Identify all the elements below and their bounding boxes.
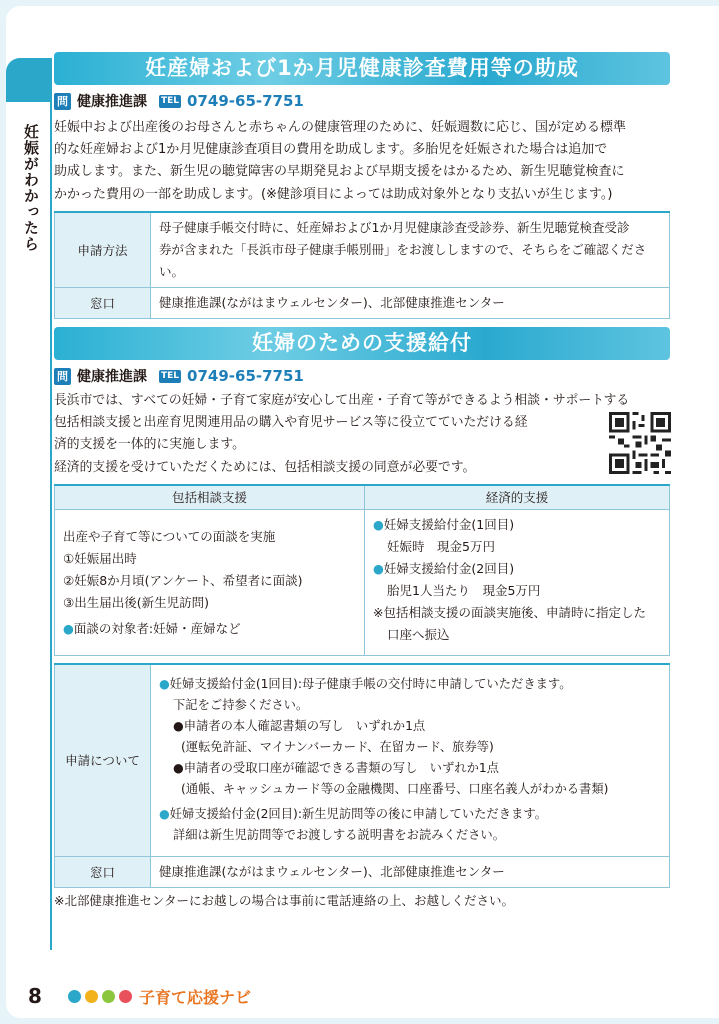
- cell-line: 券が含まれた「長浜市母子健康手帳別冊」をお渡ししますので、そちらをご確認ください。: [159, 242, 647, 279]
- tel-icon: TEL: [161, 370, 180, 381]
- apply-text: 妊婦支援給付金(1回目):母子健康手帳の交付時に申請していただきます。: [169, 677, 572, 692]
- brand-logo: [68, 985, 251, 1008]
- brand-name: 子育て応援ナビ: [139, 988, 252, 1007]
- paragraph-line: 済的支援を一体的に実施します。: [54, 437, 245, 453]
- apply-line: (通帳、キャッシュカード等の金融機関、口座番号、口座名義人がわかる書類): [181, 782, 609, 797]
- bullet-icon: ●: [159, 677, 170, 692]
- grid-line: [63, 618, 356, 640]
- section1-table: [54, 211, 670, 319]
- apply-line: ●申請者の本人確認書類の写し いずれか1点: [173, 719, 426, 734]
- apply-table: [54, 663, 670, 888]
- side-tab: [6, 58, 50, 102]
- apply-line: ●申請者の受取口座が確認できる書類の写し いずれか1点: [173, 761, 499, 776]
- grid-line: 妊娠時 現金5万円: [387, 538, 495, 554]
- logo-dot-icon: [102, 990, 115, 1003]
- paragraph-line: 的な妊産婦および1か月児健康診査項目の費用を助成します。多胎児を妊娠された場合は追加で: [54, 142, 608, 158]
- page-number: 8: [28, 984, 42, 1008]
- support-grid: [54, 484, 670, 656]
- tel-icon: TEL: [161, 95, 180, 106]
- grid-text: 妊婦支援給付金(2回目): [383, 560, 515, 576]
- grid-text: 妊婦支援給付金(1回目): [383, 516, 515, 532]
- apply-line: 詳細は新生児訪問等でお渡しする説明書をお読みください。: [173, 828, 506, 843]
- col1-head: 包括相談支援: [55, 485, 365, 509]
- section1-contact: [54, 91, 304, 111]
- cell-line: 母子健康手帳交付時に、妊産婦および1か月児健康診査受診券、新生児聴覚検査受診: [159, 220, 630, 235]
- grid-line: ※包括相談支援の面談実施後、申請時に指定した: [373, 604, 646, 620]
- grid-line: 口座へ振込: [387, 626, 450, 642]
- section1-description: [54, 117, 626, 206]
- col2-head: 経済的支援: [365, 485, 670, 509]
- col2-body: [365, 509, 670, 655]
- bullet-icon: ●: [159, 807, 170, 822]
- paragraph-line: 助成します。また、新生児の聴覚障害の早期発見および早期支援をはかるため、新生児聴覚検査に: [54, 164, 625, 180]
- section1-title: 妊産婦および1か月児健康診査費用等の助成: [54, 52, 670, 85]
- paragraph-line: 長浜市では、すべての妊婦・子育て家庭が安心して出産・子育て等ができるよう相談・サポートする: [54, 393, 630, 408]
- grid-line: [373, 514, 661, 536]
- section2-description: [54, 390, 629, 479]
- window-head: 窓口: [55, 288, 151, 319]
- bullet-icon: ●: [373, 560, 384, 576]
- side-label: 妊娠がわかったら: [22, 124, 40, 252]
- apply-line: (運転免許証、マイナンバーカード、在留カード、旅券等): [181, 740, 494, 755]
- window-cell: 健康推進課(ながはまウェルセンター)、北部健康推進センター: [151, 856, 670, 887]
- grid-line: 出産や子育て等についての面談を実施: [63, 528, 276, 544]
- section2-tel[interactable]: 0749-65-7751: [187, 367, 304, 385]
- section2-dept: 健康推進課: [77, 369, 147, 385]
- paragraph-line: 経済的支援を受けていただくためには、包括相談支援の同意が必要です。: [54, 459, 476, 475]
- apply-line: [159, 804, 661, 825]
- apply-method-cell: [151, 212, 670, 288]
- inquiry-icon: 問: [54, 93, 71, 110]
- apply-text: 申請者の本人確認書類の写し いずれか1点: [183, 719, 426, 734]
- bullet-icon: ●: [63, 620, 74, 636]
- logo-dot-icon: [119, 990, 132, 1003]
- paragraph-line: かかった費用の一部を助成します。(※健診項目によっては助成対象外となり支払いが生じます。): [54, 186, 613, 202]
- apply-cell: [151, 664, 670, 856]
- apply-head: 申請について: [55, 664, 151, 856]
- logo-dot-icon: [68, 990, 81, 1003]
- section1-tel[interactable]: 0749-65-7751: [187, 92, 304, 110]
- paragraph-line: 包括相談支援と出産育児関連用品の購入や育児サービス等に役立てていただける経: [54, 415, 528, 431]
- bullet-icon: ●: [373, 516, 384, 532]
- logo-dot-icon: [85, 990, 98, 1003]
- window-head: 窓口: [55, 856, 151, 887]
- window-cell: 健康推進課(ながはまウェルセンター)、北部健康推進センター: [151, 288, 670, 319]
- grid-line: [373, 558, 661, 580]
- grid-line: ①妊娠届出時: [63, 550, 137, 566]
- apply-method-head: 申請方法: [55, 212, 151, 288]
- section2-contact: [54, 366, 304, 386]
- section2-title: 妊婦のための支援給付: [54, 327, 670, 360]
- apply-text: 妊婦支援給付金(2回目):新生児訪問等の後に申請していただきます。: [169, 807, 547, 822]
- footnote: ※北部健康推進センターにお越しの場合は事前に電話連絡の上、お越しください。: [54, 893, 514, 908]
- qr-code-icon[interactable]: [609, 412, 671, 474]
- paragraph-line: 妊娠中および出産後のお母さんと赤ちゃんの健康管理のために、妊娠週数に応じ、国が定める標準: [54, 120, 627, 135]
- side-rule: [50, 58, 52, 950]
- col1-body: [55, 509, 365, 655]
- grid-text: 面談の対象者:妊婦・産婦など: [73, 620, 241, 636]
- section1-dept: 健康推進課: [77, 94, 147, 110]
- grid-line: 胎児1人当たり 現金5万円: [387, 582, 541, 598]
- grid-line: ③出生届出後(新生児訪問): [63, 594, 209, 610]
- apply-text: 申請者の受取口座が確認できる書類の写し いずれか1点: [183, 761, 499, 776]
- apply-line: [159, 674, 661, 695]
- grid-line: ②妊娠8か月頃(アンケート、希望者に面談): [63, 572, 303, 588]
- apply-line: 下記をご持参ください。: [173, 698, 309, 713]
- inquiry-icon: 問: [54, 368, 71, 385]
